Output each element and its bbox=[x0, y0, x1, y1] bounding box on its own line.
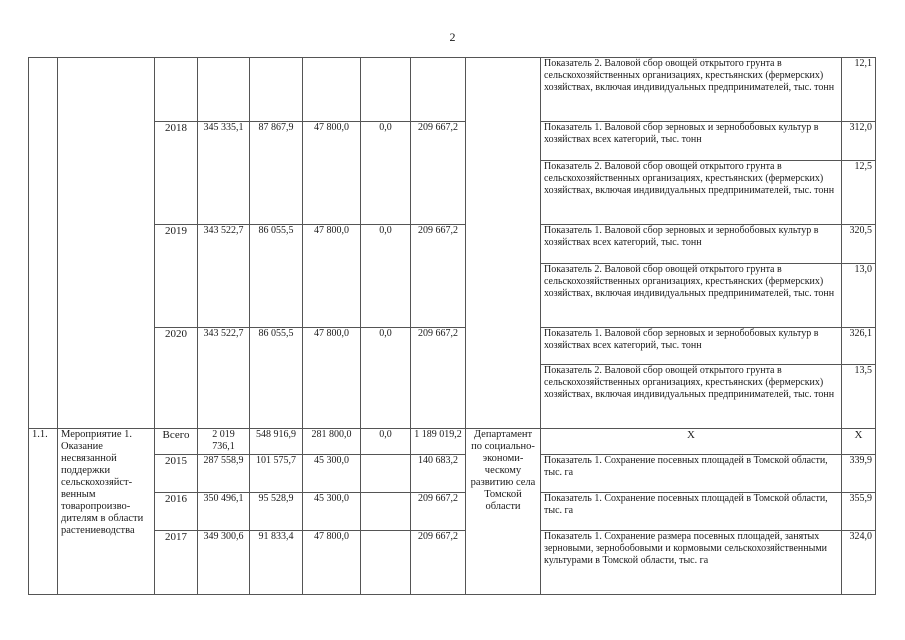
local-cell bbox=[361, 455, 411, 493]
executor-cell bbox=[466, 58, 541, 429]
event-number: 1.1. bbox=[29, 429, 58, 595]
total-cell: 343 522,7 bbox=[198, 328, 250, 429]
indicator-value: 13,0 bbox=[842, 264, 876, 328]
federal-cell: 86 055,5 bbox=[250, 225, 303, 328]
indicator-cell: Показатель 1. Сохранение размера посевных площадей, занятых зерновыми, зернобобовыми и кормовыми сельскохозяйственными культурами в Томской области, тыс. га bbox=[541, 531, 842, 595]
year-cell: 2017 bbox=[155, 531, 198, 595]
indicator-value: 326,1 bbox=[842, 328, 876, 365]
indicator-cell: Показатель 1. Валовой сбор зерновых и зернобобовых культур в хозяйствах всех категорий, тыс. тонн bbox=[541, 328, 842, 365]
local-cell bbox=[361, 58, 411, 122]
local-cell bbox=[361, 531, 411, 595]
table-row bbox=[29, 328, 876, 365]
other-cell: 209 667,2 bbox=[411, 225, 466, 328]
indicator-value: 324,0 bbox=[842, 531, 876, 595]
total-cell bbox=[198, 58, 250, 122]
local-cell: 0,0 bbox=[361, 429, 411, 455]
total-cell: 345 335,1 bbox=[198, 122, 250, 225]
indicator-cell: Показатель 1. Сохранение посевных площадей в Томской области, тыс. га bbox=[541, 455, 842, 493]
total-cell: 343 522,7 bbox=[198, 225, 250, 328]
regional-cell: 47 800,0 bbox=[303, 122, 361, 225]
indicator-value: 12,1 bbox=[842, 58, 876, 122]
indicator-cell: Показатель 1. Валовой сбор зерновых и зернобобовых культур в хозяйствах всех категорий, тыс. тонн bbox=[541, 225, 842, 264]
table-row bbox=[29, 225, 876, 264]
year-cell: 2018 bbox=[155, 122, 198, 225]
indicator-value: X bbox=[842, 429, 876, 455]
regional-cell: 45 300,0 bbox=[303, 493, 361, 531]
year-cell: 2016 bbox=[155, 493, 198, 531]
event-name: Мероприятие 1. Оказание несвязанной поддержки сельскохозяйст-венным товаропроизво-дителям в области растениеводства bbox=[58, 429, 155, 595]
table-row bbox=[29, 58, 876, 122]
total-cell: 349 300,6 bbox=[198, 531, 250, 595]
table-row bbox=[29, 493, 876, 531]
regional-cell: 47 800,0 bbox=[303, 531, 361, 595]
total-cell: 2 019 736,1 bbox=[198, 429, 250, 455]
indicator-cell: Показатель 1. Валовой сбор зерновых и зернобобовых культур в хозяйствах всех категорий, тыс. тонн bbox=[541, 122, 842, 161]
regional-cell: 47 800,0 bbox=[303, 328, 361, 429]
local-cell: 0,0 bbox=[361, 122, 411, 225]
table-row bbox=[29, 122, 876, 161]
federal-cell: 548 916,9 bbox=[250, 429, 303, 455]
regional-cell: 281 800,0 bbox=[303, 429, 361, 455]
federal-cell bbox=[250, 58, 303, 122]
federal-cell: 87 867,9 bbox=[250, 122, 303, 225]
program-table bbox=[28, 57, 876, 595]
indicator-value: 355,9 bbox=[842, 493, 876, 531]
federal-cell: 86 055,5 bbox=[250, 328, 303, 429]
indicator-value: 320,5 bbox=[842, 225, 876, 264]
local-cell: 0,0 bbox=[361, 225, 411, 328]
indicator-cell: Показатель 2. Валовой сбор овощей открытого грунта в сельскохозяйственных организациях, крестьянских (фермерских) хозяйствах, включая индивидуальных предпринимателей, тыс. тонн bbox=[541, 161, 842, 225]
indicator-value: 12,5 bbox=[842, 161, 876, 225]
other-cell: 209 667,2 bbox=[411, 122, 466, 225]
table-row bbox=[29, 531, 876, 595]
other-cell: 140 683,2 bbox=[411, 455, 466, 493]
regional-cell: 45 300,0 bbox=[303, 455, 361, 493]
indicator-cell: Показатель 2. Валовой сбор овощей открытого грунта в сельскохозяйственных организациях, крестьянских (фермерских) хозяйствах, включая индивидуальных предпринимателей, тыс. тонн bbox=[541, 365, 842, 429]
local-cell: 0,0 bbox=[361, 328, 411, 429]
local-cell bbox=[361, 493, 411, 531]
table-row bbox=[29, 429, 876, 455]
year-cell: 2015 bbox=[155, 455, 198, 493]
year-cell: 2020 bbox=[155, 328, 198, 429]
total-cell: 287 558,9 bbox=[198, 455, 250, 493]
federal-cell: 101 575,7 bbox=[250, 455, 303, 493]
indicator-value: 312,0 bbox=[842, 122, 876, 161]
event-executor: Департамент по социально-экономи-ческому развитию села Томской области bbox=[466, 429, 541, 595]
total-cell: 350 496,1 bbox=[198, 493, 250, 531]
indicator-cell: Показатель 1. Сохранение посевных площадей в Томской области, тыс. га bbox=[541, 493, 842, 531]
indicator-cell: Показатель 2. Валовой сбор овощей открытого грунта в сельскохозяйственных организациях, крестьянских (фермерских) хозяйствах, включая индивидуальных предпринимателей, тыс. тонн bbox=[541, 264, 842, 328]
page-number: 2 bbox=[449, 30, 456, 44]
indicator-value: 339,9 bbox=[842, 455, 876, 493]
regional-cell bbox=[303, 58, 361, 122]
indicator-value: 13,5 bbox=[842, 365, 876, 429]
other-cell: 1 189 019,2 bbox=[411, 429, 466, 455]
other-cell: 209 667,2 bbox=[411, 328, 466, 429]
federal-cell: 95 528,9 bbox=[250, 493, 303, 531]
name-cell bbox=[58, 58, 155, 429]
indicator-cell: Показатель 2. Валовой сбор овощей открытого грунта в сельскохозяйственных организациях, крестьянских (фермерских) хозяйствах, включая индивидуальных предпринимателей, тыс. тонн bbox=[541, 58, 842, 122]
table-row bbox=[29, 455, 876, 493]
year-cell: 2019 bbox=[155, 225, 198, 328]
federal-cell: 91 833,4 bbox=[250, 531, 303, 595]
other-cell: 209 667,2 bbox=[411, 493, 466, 531]
other-cell: 209 667,2 bbox=[411, 531, 466, 595]
other-cell bbox=[411, 58, 466, 122]
year-cell bbox=[155, 58, 198, 122]
number-cell bbox=[29, 58, 58, 429]
regional-cell: 47 800,0 bbox=[303, 225, 361, 328]
year-cell: Всего bbox=[155, 429, 198, 455]
indicator-cell: X bbox=[541, 429, 842, 455]
